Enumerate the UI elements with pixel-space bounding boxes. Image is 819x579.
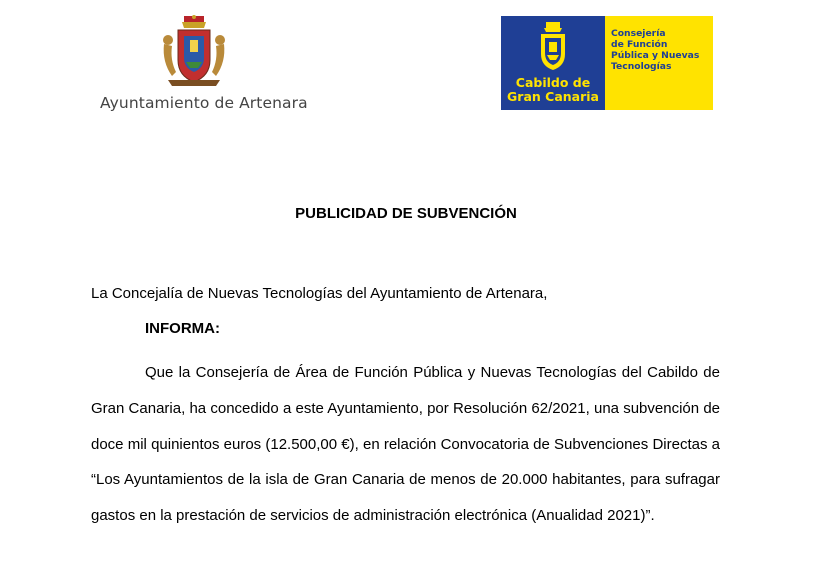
coat-of-arms-icon — [158, 14, 230, 90]
consejeria-name: Consejería de Función Pública y Nuevas Tecnologías — [611, 28, 700, 72]
cabildo-yellow-panel — [605, 16, 713, 110]
document-title: PUBLICIDAD DE SUBVENCIÓN — [295, 205, 517, 222]
cabildo-name: Cabildo de Gran Canaria — [507, 75, 599, 104]
ayuntamiento-caption: Ayuntamiento de Artenara — [100, 94, 308, 112]
ayuntamiento-logo — [96, 14, 308, 114]
cabildo-blue-panel — [501, 16, 605, 110]
cabildo-shield-icon — [538, 22, 568, 72]
cabildo-logo — [501, 16, 713, 110]
body-paragraph: Que la Consejería de Área de Función Pública y Nuevas Tecnologías del Cabildo de Gran Canaria, ha concedido a este Ayuntamiento, por Resolución 62/2021, una subvención de doce mil quinientos euros (12.500,00 €), en relación Convocatoria de Subvenciones Directas a “Los Ayuntamientos de la isla de Gran Canaria de menos de 20.000 habitantes, para sufragar gastos en la prestación de servicios de administración electrónica (Anualidad 2021)”. — [91, 364, 720, 525]
intro-paragraph: La Concejalía de Nuevas Tecnologías del Ayuntamiento de Artenara, — [91, 285, 548, 302]
informa-heading: INFORMA: — [145, 320, 220, 337]
